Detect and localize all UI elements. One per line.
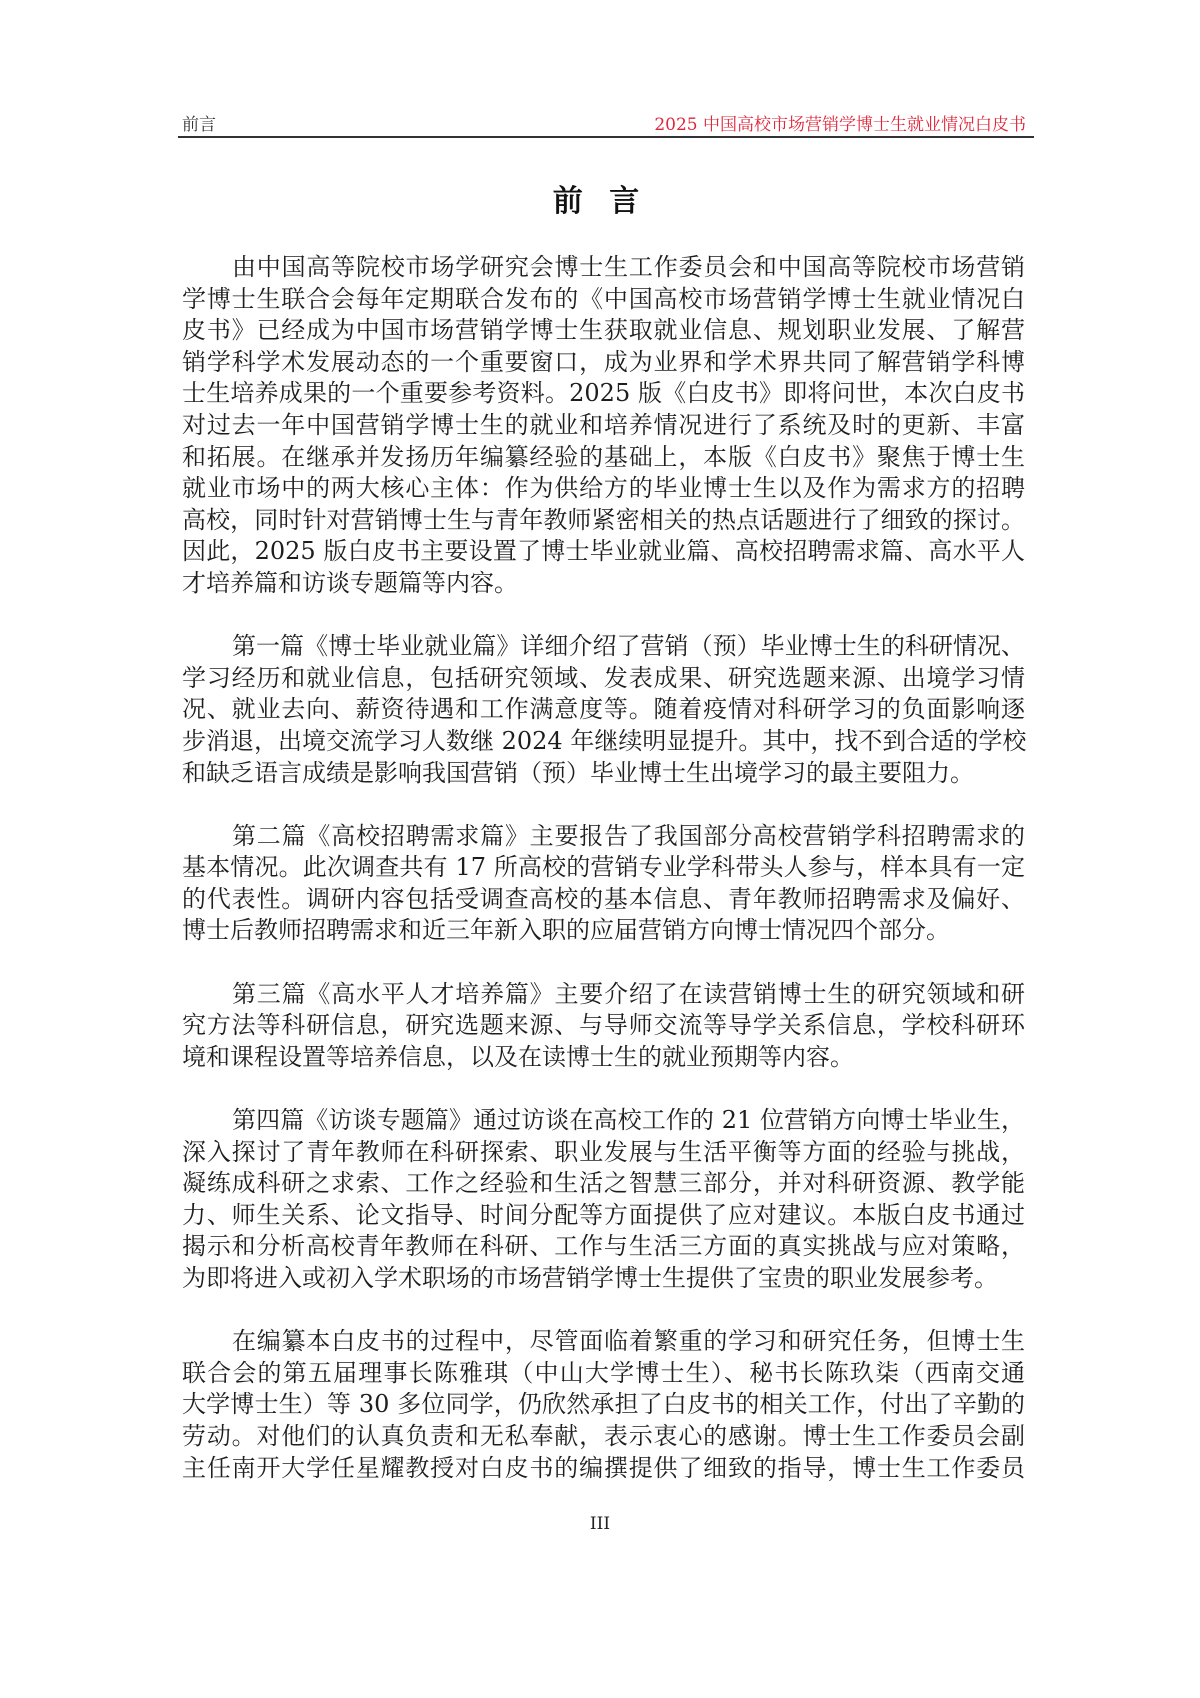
paragraph-line: 才培养篇和访谈专题篇等内容。 xyxy=(182,568,518,597)
paragraph-line: 博士后教师招聘需求和近三年新入职的应届营销方向博士情况四个部分。 xyxy=(182,916,950,945)
paragraph xyxy=(182,979,1025,1074)
paragraph-line: 步消退，出境交流学习人数继 2024 年继续明显提升。其中，找不到合适的学校 xyxy=(182,726,1027,755)
paragraph-line: 凝练成科研之求索、工作之经验和生活之智慧三部分，并对科研资源、教学能 xyxy=(182,1169,1025,1198)
paragraph-line: 揭示和分析高校青年教师在科研、工作与生活三方面的真实挑战与应对策略， xyxy=(182,1232,1025,1261)
paragraph-line: 第二篇《高校招聘需求篇》主要报告了我国部分高校营销学科招聘需求的 xyxy=(232,821,1025,850)
paragraph-line: 究方法等科研信息，研究选题来源、与导师交流等导学关系信息，学校科研环 xyxy=(182,1011,1025,1040)
paragraph-line: 学习经历和就业信息，包括研究领域、发表成果、研究选题来源、出境学习情 xyxy=(182,663,1025,692)
paragraph-line: 学博士生联合会每年定期联合发布的《中国高校市场营销学博士生就业情况白 xyxy=(182,284,1025,313)
paragraph xyxy=(182,821,1025,947)
paragraph xyxy=(182,631,1025,789)
paragraph-line: 第四篇《访谈专题篇》通过访谈在高校工作的 21 位营销方向博士毕业生， xyxy=(232,1106,1025,1135)
paragraph-line: 劳动。对他们的认真负责和无私奉献，表示衷心的感谢。博士生工作委员会副 xyxy=(182,1421,1025,1450)
paragraph-line: 力、师生关系、论文指导、时间分配等方面提供了应对建议。本版白皮书通过 xyxy=(182,1200,1025,1229)
paragraph-line: 主任南开大学任星耀教授对白皮书的编撰提供了细致的指导，博士生工作委员 xyxy=(182,1453,1025,1482)
paragraph-line: 第一篇《博士毕业就业篇》详细介绍了营销（预）毕业博士生的科研情况、 xyxy=(232,632,1025,661)
paragraph xyxy=(182,252,1025,600)
paragraph-line: 高校，同时针对营销博士生与青年教师紧密相关的热点话题进行了细致的探讨。 xyxy=(182,505,1025,534)
running-header-book-title: 2025 中国高校市场营销学博士生就业情况白皮书 xyxy=(654,115,1026,135)
paragraph-line: 境和课程设置等培养信息，以及在读博士生的就业预期等内容。 xyxy=(182,1042,854,1071)
paragraph-line: 况、就业去向、薪资待遇和工作满意度等。随着疫情对科研学习的负面影响逐 xyxy=(182,695,1025,724)
paragraph-line: 对过去一年中国营销学博士生的就业和培养情况进行了系统及时的更新、丰富 xyxy=(182,410,1025,439)
paragraph xyxy=(182,1326,1025,1484)
paragraph-gap xyxy=(182,789,1025,821)
page-title: 前 言 xyxy=(552,184,648,219)
paragraph-gap xyxy=(182,947,1025,979)
paragraph-line: 由中国高等院校市场学研究会博士生工作委员会和中国高等院校市场营销 xyxy=(232,253,1025,281)
paragraph-gap xyxy=(182,600,1025,632)
paragraph-gap xyxy=(182,1295,1025,1327)
paragraph-line: 的代表性。调研内容包括受调查高校的基本信息、青年教师招聘需求及偏好、 xyxy=(182,884,1025,913)
paragraph-line: 联合会的第五届理事长陈雅琪（中山大学博士生）、秘书长陈玖柒（西南交通 xyxy=(182,1358,1025,1387)
paragraph-line: 销学科学术发展动态的一个重要窗口，成为业界和学术界共同了解营销学科博 xyxy=(182,347,1025,376)
paragraph-line: 基本情况。此次调查共有 17 所高校的营销专业学科带头人参与，样本具有一定 xyxy=(182,853,1025,882)
paragraph-line: 和缺乏语言成绩是影响我国营销（预）毕业博士生出境学习的最主要阻力。 xyxy=(182,758,974,787)
paragraph xyxy=(182,1105,1025,1295)
paragraph-line: 第三篇《高水平人才培养篇》主要介绍了在读营销博士生的研究领域和研 xyxy=(232,979,1025,1008)
paragraph-gap xyxy=(182,1073,1025,1105)
paragraph-line: 为即将进入或初入学术职场的市场营销学博士生提供了宝贵的职业发展参考。 xyxy=(182,1264,998,1292)
body-text xyxy=(182,252,1025,1484)
paragraph-line: 皮书》已经成为中国市场营销学博士生获取就业信息、规划职业发展、了解营 xyxy=(182,316,1025,345)
header-divider xyxy=(178,136,1034,138)
paragraph-line: 和拓展。在继承并发扬历年编纂经验的基础上，本版《白皮书》聚焦于博士生 xyxy=(182,442,1025,471)
paragraph-line: 大学博士生）等 30 多位同学，仍欣然承担了白皮书的相关工作，付出了辛勤的 xyxy=(182,1390,1025,1419)
paragraph-line: 就业市场中的两大核心主体：作为供给方的毕业博士生以及作为需求方的招聘 xyxy=(182,474,1025,503)
running-header-section: 前言 xyxy=(182,115,216,135)
paragraph-line: 深入探讨了青年教师在科研探索、职业发展与生活平衡等方面的经验与挑战， xyxy=(182,1137,1025,1166)
paragraph-line: 士生培养成果的一个重要参考资料。2025 版《白皮书》即将问世，本次白皮书 xyxy=(182,379,1025,408)
page-number: III xyxy=(589,1514,611,1534)
paragraph-line: 在编纂本白皮书的过程中，尽管面临着繁重的学习和研究任务，但博士生 xyxy=(232,1327,1025,1356)
paragraph-line: 因此，2025 版白皮书主要设置了博士毕业就业篇、高校招聘需求篇、高水平人 xyxy=(182,537,1025,566)
